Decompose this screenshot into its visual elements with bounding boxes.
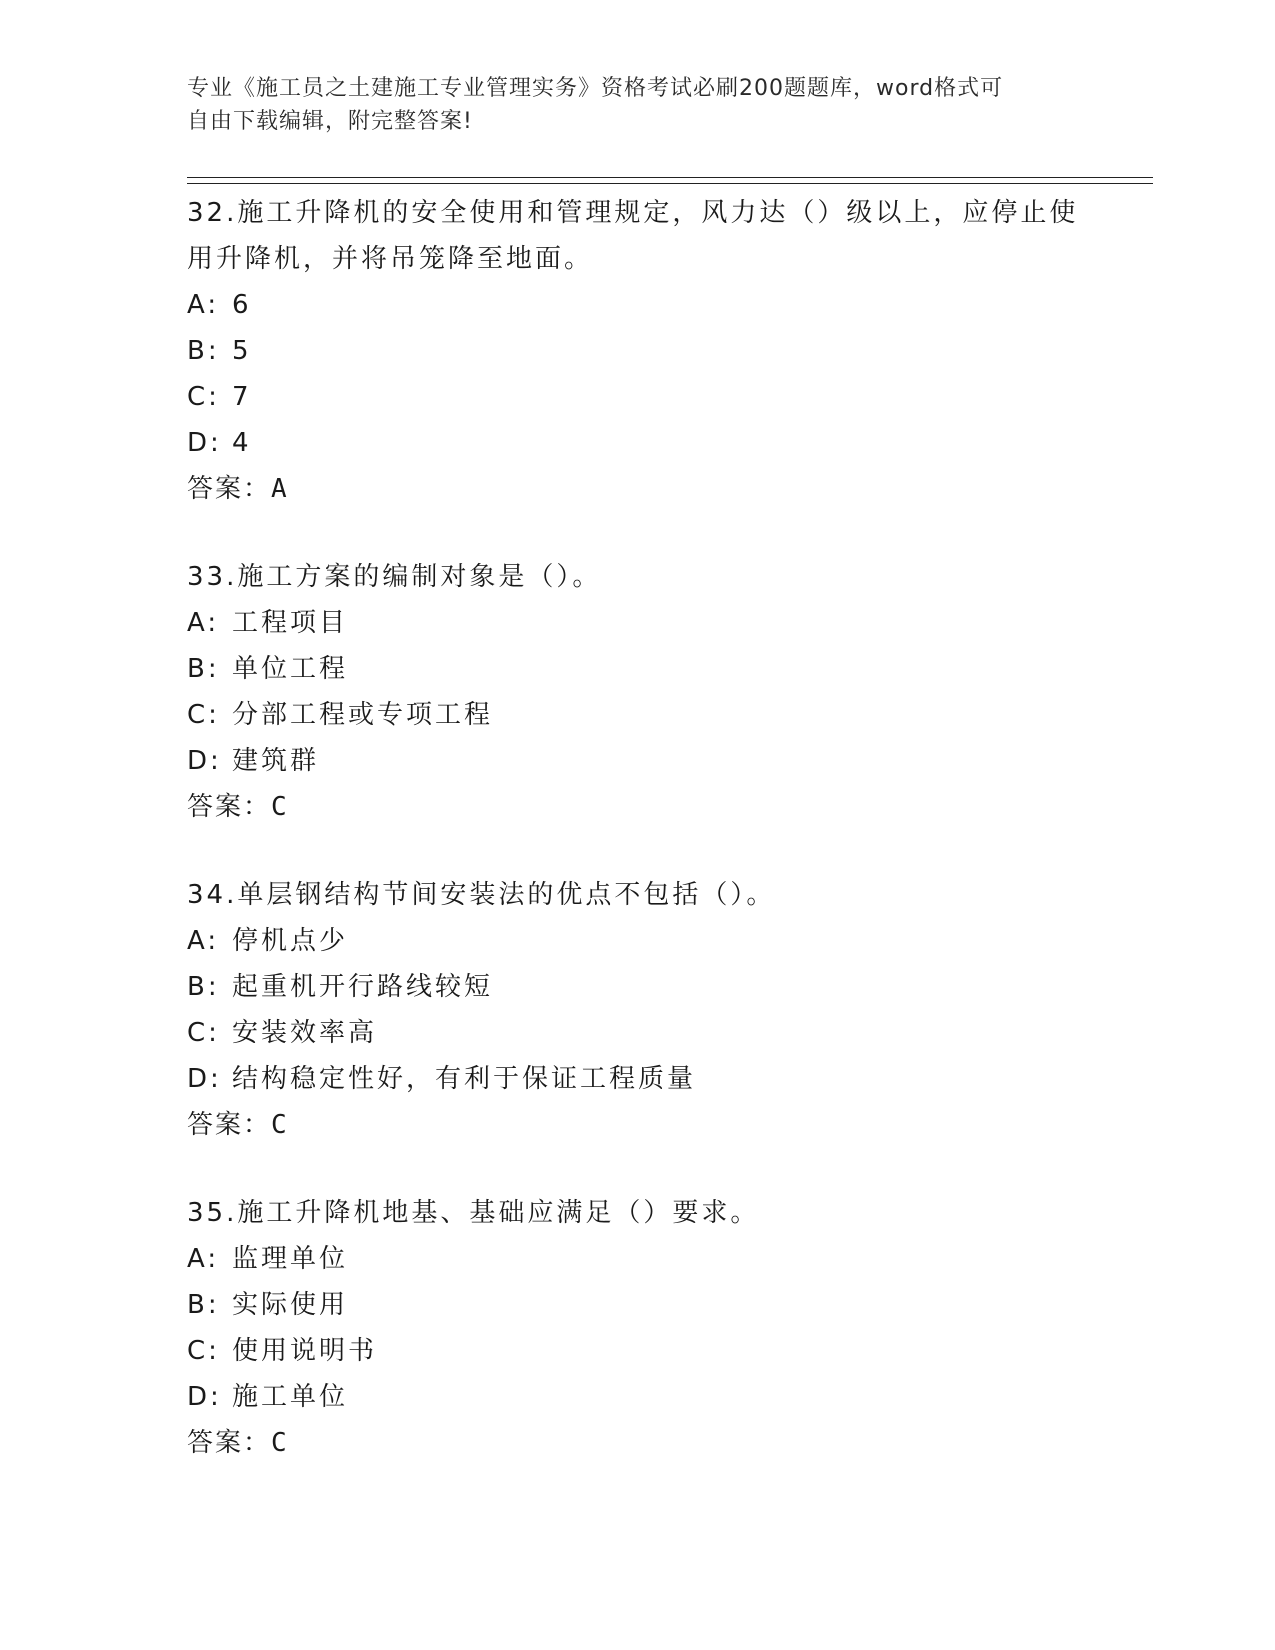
option-key: A: [187,290,220,320]
answer-line [187,1420,1087,1466]
option-d [187,420,1087,466]
answer-line [187,1102,1087,1148]
answer-label: 答案： [187,792,272,822]
header-line-2: 自由下载编辑，附完整答案! [187,109,473,134]
question-33 [187,554,1087,830]
option-text: 施工单位 [232,1382,349,1412]
answer-label: 答案： [187,1110,272,1140]
option-text: 使用说明书 [232,1336,378,1366]
option-key: D: [187,1064,222,1094]
question-stem-line-2: 用升降机，并将吊笼降至地面。 [187,244,594,274]
question-34 [187,872,1087,1148]
question-spacer [187,512,1087,554]
option-key: A: [187,926,220,956]
question-stem-line-1: 33.施工方案的编制对象是（）。 [187,562,602,592]
option-d [187,1374,1087,1420]
answer-value: C [271,1428,288,1458]
option-text: 5 [232,336,252,366]
option-key: B: [187,972,220,1002]
option-text: 起重机开行路线较短 [232,972,494,1002]
question-stem [187,190,1087,282]
question-list [187,190,1087,1466]
option-key: B: [187,336,220,366]
document-header [187,72,1067,138]
option-b [187,328,1087,374]
answer-line [187,466,1087,512]
option-text: 单位工程 [232,654,349,684]
option-text: 结构稳定性好，有利于保证工程质量 [232,1064,697,1094]
question-stem [187,872,1087,918]
header-divider-top [187,177,1153,178]
option-a [187,600,1087,646]
option-text: 分部工程或专项工程 [232,700,494,730]
option-text: 7 [232,382,252,412]
option-text: 停机点少 [232,926,349,956]
header-divider-bottom [187,183,1153,184]
option-text: 实际使用 [232,1290,349,1320]
option-c [187,374,1087,420]
option-key: D: [187,1382,222,1412]
option-key: A: [187,1244,220,1274]
option-a [187,918,1087,964]
option-text: 建筑群 [232,746,320,776]
option-d [187,738,1087,784]
option-text: 工程项目 [232,608,349,638]
option-text: 4 [232,428,252,458]
answer-value: A [271,474,288,504]
option-c [187,692,1087,738]
option-key: B: [187,654,220,684]
question-stem-line-1: 34.单层钢结构节间安装法的优点不包括（）。 [187,880,776,910]
option-key: C: [187,1018,220,1048]
option-key: C: [187,382,220,412]
option-text: 安装效率高 [232,1018,378,1048]
answer-line [187,784,1087,830]
option-d [187,1056,1087,1102]
question-stem-line-1: 35.施工升降机地基、基础应满足（）要求。 [187,1198,760,1228]
option-key: B: [187,1290,220,1320]
option-b [187,646,1087,692]
option-text: 6 [232,290,252,320]
question-32 [187,190,1087,512]
answer-label: 答案： [187,474,272,504]
option-c [187,1010,1087,1056]
answer-value: C [271,1110,288,1140]
answer-value: C [271,792,288,822]
option-c [187,1328,1087,1374]
option-key: C: [187,700,220,730]
option-a [187,1236,1087,1282]
option-b [187,964,1087,1010]
question-stem [187,554,1087,600]
question-spacer [187,830,1087,872]
option-b [187,1282,1087,1328]
option-text: 监理单位 [232,1244,349,1274]
option-key: A: [187,608,220,638]
option-key: D: [187,428,222,458]
question-stem [187,1190,1087,1236]
option-key: C: [187,1336,220,1366]
question-35 [187,1190,1087,1466]
question-spacer [187,1148,1087,1190]
question-stem-line-1: 32.施工升降机的安全使用和管理规定，风力达（）级以上，应停止使 [187,198,1079,228]
option-key: D: [187,746,222,776]
option-a [187,282,1087,328]
answer-label: 答案： [187,1428,272,1458]
header-line-1: 专业《施工员之土建施工专业管理实务》资格考试必刷200题题库，word格式可 [187,76,1004,101]
